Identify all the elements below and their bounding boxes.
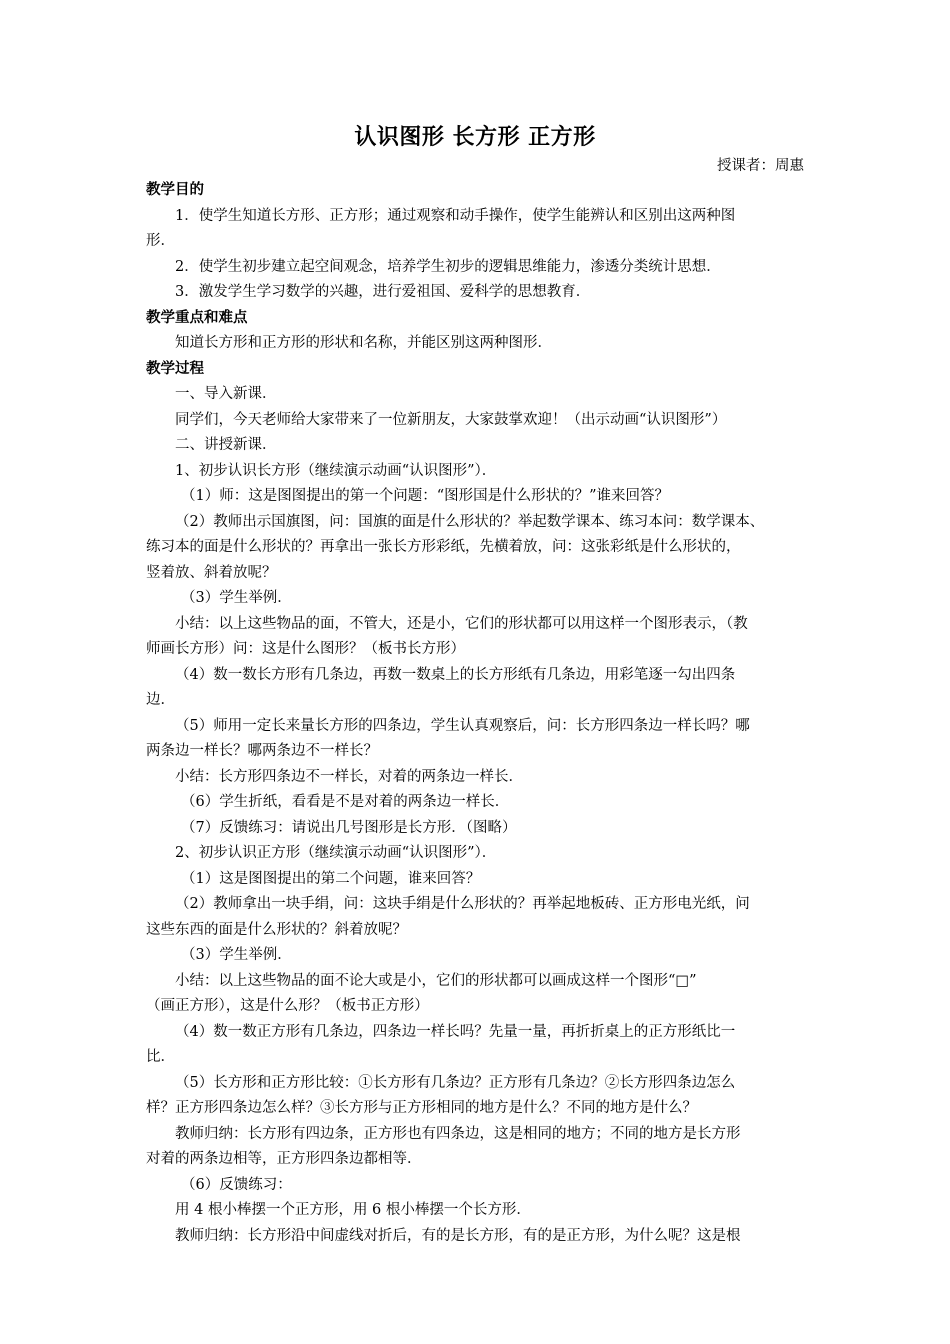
text-line: （5）师用一定长来量长方形的四条边，学生认真观察后，问：长方形四条边一样长吗？哪 xyxy=(175,717,750,734)
text-line: 教师归纳：长方形有四边条，正方形也有四条边，这是相同的地方；不同的地方是长方形 xyxy=(175,1125,741,1142)
text-line: 小结：长方形四条边不一样长，对着的两条边一样长． xyxy=(175,768,523,785)
text-line: 一、导入新课． xyxy=(175,386,277,402)
text-line: （4）数一数长方形有几条边，再数一数桌上的长方形纸有几条边，用彩笔逐一勾出四条 xyxy=(175,666,736,683)
text-line: （画正方形），这是什么形？（板书正方形） xyxy=(146,998,429,1014)
text-line: （3）学生举例． xyxy=(181,947,292,963)
text-line: 3．激发学生学习数学的兴趣，进行爱祖国、爱科学的思想教育． xyxy=(175,284,591,300)
text-line: 二、讲授新课． xyxy=(175,437,277,453)
text-line: 边． xyxy=(146,692,175,708)
author-line: 授课者：周惠 xyxy=(717,158,804,174)
text-line: 师画长方形）问：这是什么图形？（板书长方形） xyxy=(146,641,465,657)
text-line: 小结：以上这些物品的面，不管大，还是小，它们的形状都可以用这样一个图形表示，（教 xyxy=(175,615,748,632)
text-line: 这些东西的面是什么形状的？斜着放呢？ xyxy=(146,921,407,938)
text-line: 2、初步认识正方形（继续演示动画“认识图形”）． xyxy=(175,845,497,861)
section-heading: 教学过程 xyxy=(146,360,204,377)
text-line: 练习本的面是什么形状的？再拿出一张长方形彩纸，先横着放，问：这张彩纸是什么形状的， xyxy=(146,539,741,555)
text-line: （1）这是图图提出的第二个问题，谁来回答？ xyxy=(181,870,481,887)
text-line: 同学们，今天老师给大家带来了一位新朋友，大家鼓掌欢迎！（出示动画“认识图形”） xyxy=(175,411,727,428)
text-line: 教师归纳：长方形沿中间虚线对折后，有的是长方形，有的是正方形，为什么呢？这是根 xyxy=(175,1227,741,1244)
document-body xyxy=(146,178,814,1249)
text-line: 两条边一样长？哪两条边不一样长？ xyxy=(146,743,378,759)
text-line: 样？正方形四条边怎么样？③长方形与正方形相同的地方是什么？不同的地方是什么？ xyxy=(146,1100,697,1116)
text-line: 2．使学生初步建立起空间观念，培养学生初步的逻辑思维能力，渗透分类统计思想． xyxy=(175,258,721,275)
document-title: 认识图形 长方形 正方形 xyxy=(354,125,596,150)
text-line: （2）教师拿出一块手绢，问：这块手绢是什么形状的？再举起地板砖、正方形电光纸，问 xyxy=(175,896,750,912)
text-line: 对着的两条边相等，正方形四条边都相等． xyxy=(146,1151,422,1167)
text-line: 竖着放、斜着放呢？ xyxy=(146,564,277,581)
text-line: （4）数一数正方形有几条边，四条边一样长吗？先量一量，再折折桌上的正方形纸比一 xyxy=(175,1023,736,1040)
text-line: 知道长方形和正方形的形状和名称，并能区别这两种图形． xyxy=(175,335,552,351)
section-heading: 教学目的 xyxy=(146,182,204,198)
text-line: （7）反馈练习：请说出几号图形是长方形．（图略） xyxy=(181,819,517,836)
text-line: （2）教师出示国旗图，问：国旗的面是什么形状的？举起数学课本、练习本问：数学课本、 xyxy=(175,513,765,530)
text-line: 形． xyxy=(146,233,175,249)
text-line: （3）学生举例． xyxy=(181,590,292,606)
text-line: 小结：以上这些物品的面不论大或是小，它们的形状都可以画成这样一个图形“□” xyxy=(175,972,697,989)
text-line: （6）学生折纸，看看是不是对着的两条边一样长． xyxy=(181,794,510,810)
text-line: （6）反馈练习： xyxy=(181,1176,292,1193)
text-line: 1、初步认识长方形（继续演示动画“认识图形”）． xyxy=(175,462,497,479)
text-line: （5）长方形和正方形比较：①长方形有几条边？正方形有几条边？②长方形四条边怎么 xyxy=(175,1074,736,1091)
text-line: （1）师：这是图图提出的第一个问题：“图形国是什么形状的？”谁来回答？ xyxy=(181,488,670,504)
text-line: 用 4 根小棒摆一个正方形，用 6 根小棒摆一个长方形． xyxy=(175,1202,531,1218)
text-line: 比． xyxy=(146,1049,175,1065)
text-line: 1．使学生知道长方形、正方形；通过观察和动手操作，使学生能辨认和区别出这两种图 xyxy=(175,207,736,224)
section-heading: 教学重点和难点 xyxy=(146,309,248,326)
